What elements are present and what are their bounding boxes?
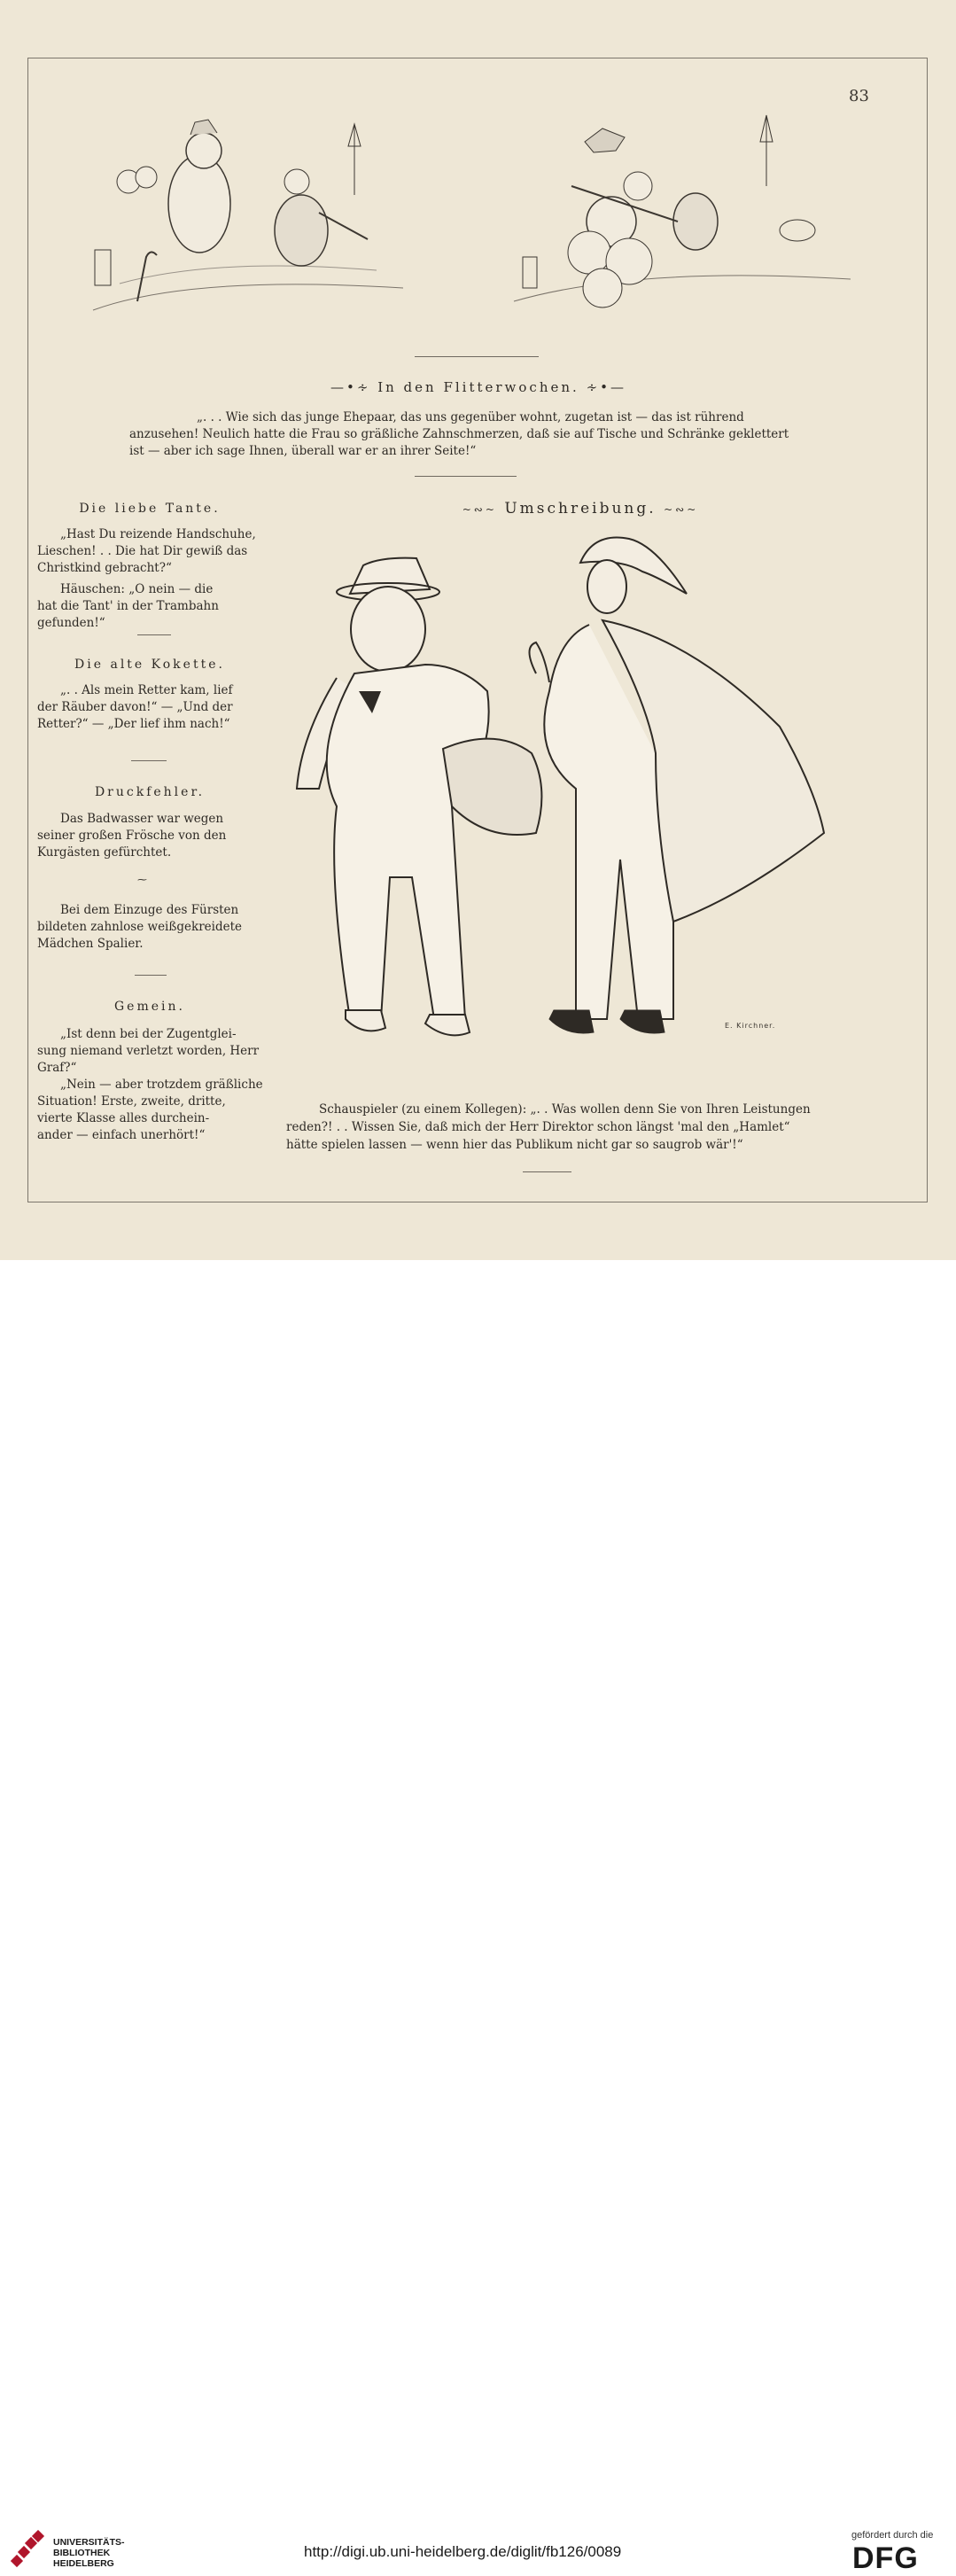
divider xyxy=(415,356,539,357)
ornament-left-icon: —•∻ xyxy=(330,379,371,395)
section-line: Mädchen Spalier. xyxy=(37,937,144,951)
story1-line: anzusehen! Neulich hatte die Frau so gräßliche Zahnschmerzen, daß sie auf Tische und Schränke geklettert xyxy=(129,427,789,441)
snowman-illustration-left xyxy=(84,106,412,319)
divider xyxy=(523,1171,571,1172)
section-title: Die alte Kokette. xyxy=(74,658,225,672)
ornament-right-icon: ∻•— xyxy=(586,379,626,395)
section-line: Das Badwasser war wegen xyxy=(60,812,224,826)
story2-title-row xyxy=(461,500,700,518)
section-line: Bei dem Einzuge des Fürsten xyxy=(60,903,239,917)
section-title: Gemein. xyxy=(114,1000,185,1014)
two-men-illustration xyxy=(284,523,851,1090)
section-line: Situation! Erste, zweite, dritte, xyxy=(37,1094,226,1109)
ornament-left-icon: ~∾~ xyxy=(462,503,497,516)
university-library-logo-icon xyxy=(11,2530,46,2569)
ornament-right-icon: ~∾~ xyxy=(664,503,699,516)
story1-title-row xyxy=(328,379,629,395)
institution-line: UNIVERSITÄTS- xyxy=(53,2537,125,2548)
funding-label: gefördert durch die xyxy=(851,2530,934,2541)
story1-line: „. . . Wie sich das junge Ehepaar, das uns gegenüber wohnt, zugetan ist — das ist rührend xyxy=(197,410,744,424)
snowman-illustration-right xyxy=(505,89,859,337)
section-line: seiner großen Frösche von den xyxy=(37,829,227,843)
institution-line: BIBLIOTHEK xyxy=(53,2548,111,2558)
page-number: 83 xyxy=(849,87,869,105)
section-line: gefunden!“ xyxy=(37,616,105,630)
section-line: Lieschen! . . Die hat Dir gewiß das xyxy=(37,544,248,558)
section-line: „Hast Du reizende Handschuhe, xyxy=(60,527,256,541)
section-line: Kurgästen gefürchtet. xyxy=(37,845,172,860)
section-line: Retter?“ — „Der lief ihm nach!“ xyxy=(37,717,230,731)
story1-title: In den Flitterwochen. xyxy=(377,379,579,395)
section-line: vierte Klasse alles durchein- xyxy=(37,1111,210,1125)
section-line: ander — einfach unerhört!“ xyxy=(37,1128,206,1142)
permalink-url[interactable]: http://digi.ub.uni-heidelberg.de/diglit/fb126/0089 xyxy=(304,2543,622,2560)
story2-line: Schauspieler (zu einem Kollegen): „. . Was wollen denn Sie von Ihren Leistungen xyxy=(319,1102,811,1117)
artist-signature: E. Kirchner. xyxy=(725,1022,776,1030)
story2-line: hätte spielen lassen — wenn hier das Publikum nicht gar so saugrob wär'!“ xyxy=(286,1138,743,1152)
wave-ornament-icon: ⁓ xyxy=(137,874,150,885)
divider xyxy=(415,476,517,477)
story2-title: Umschreibung. xyxy=(504,500,657,518)
viewer-footer xyxy=(0,1260,956,2575)
section-line: der Räuber davon!“ — „Und der xyxy=(37,700,233,714)
section-line: Häuschen: „O nein — die xyxy=(60,582,214,596)
institution-line: HEIDELBERG xyxy=(53,2558,114,2569)
divider xyxy=(135,975,167,976)
story2-line: reden?! . . Wissen Sie, daß mich der Herr Direktor schon längst 'mal den „Hamlet“ xyxy=(286,1120,790,1134)
section-line: „. . Als mein Retter kam, lief xyxy=(60,683,233,697)
scanned-page xyxy=(0,0,956,1260)
section-line: sung niemand verletzt worden, Herr xyxy=(37,1044,260,1058)
dfg-logo: DFG xyxy=(852,2541,919,2575)
section-line: „Nein — aber trotzdem gräßliche xyxy=(60,1078,263,1092)
divider xyxy=(131,760,167,761)
section-line: „Ist denn bei der Zugentglei- xyxy=(60,1027,237,1041)
section-line: bildeten zahnlose weißgekreidete xyxy=(37,920,243,934)
section-title: Die liebe Tante. xyxy=(79,502,221,516)
section-line: hat die Tant' in der Trambahn xyxy=(37,599,219,613)
institution-name xyxy=(53,2537,125,2569)
story1-line: ist — aber ich sage Ihnen, überall war er an ihrer Seite!“ xyxy=(129,444,477,458)
divider xyxy=(137,634,171,635)
section-line: Graf?“ xyxy=(37,1061,77,1075)
section-line: Christkind gebracht?“ xyxy=(37,561,172,575)
section-title: Druckfehler. xyxy=(94,785,206,799)
